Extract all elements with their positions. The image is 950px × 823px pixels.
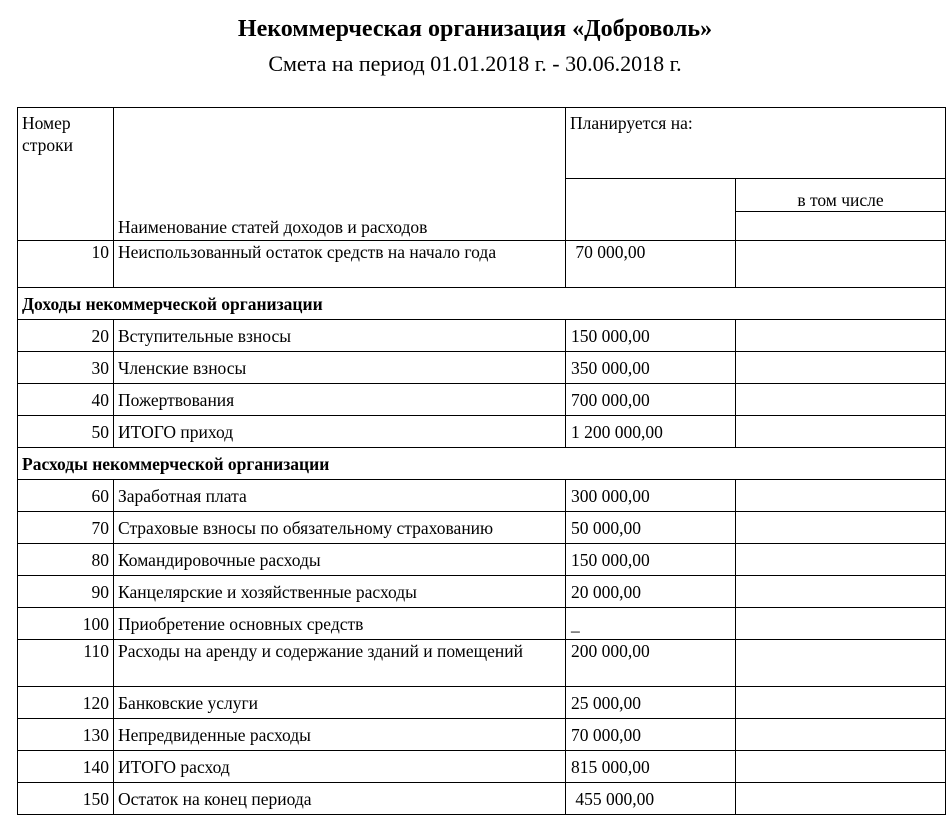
row-including	[736, 544, 946, 576]
row-including	[736, 719, 946, 751]
row-value: _	[566, 608, 736, 640]
row-number: 60	[18, 480, 114, 512]
table-row	[18, 352, 946, 384]
row-including	[736, 320, 946, 352]
row-name: ИТОГО расход	[114, 751, 566, 783]
row-name: Остаток на конец периода	[114, 783, 566, 815]
row-number: 40	[18, 384, 114, 416]
row-value: 815 000,00	[566, 751, 736, 783]
row-number: 100	[18, 608, 114, 640]
table-row	[18, 719, 946, 751]
row-value: 700 000,00	[566, 384, 736, 416]
header-including-detail	[736, 212, 946, 241]
table-row	[18, 320, 946, 352]
row-number: 90	[18, 576, 114, 608]
header-item-name: Наименование статей доходов и расходов	[114, 108, 566, 241]
row-number: 140	[18, 751, 114, 783]
row-name: Командировочные расходы	[114, 544, 566, 576]
row-name: Заработная плата	[114, 480, 566, 512]
row-value: 20 000,00	[566, 576, 736, 608]
row-value: 70 000,00	[566, 719, 736, 751]
table-row	[18, 783, 946, 815]
row-including	[736, 384, 946, 416]
row-number: 50	[18, 416, 114, 448]
row-number: 10	[18, 241, 114, 288]
row-including	[736, 576, 946, 608]
row-name: Расходы на аренду и содержание зданий и помещений	[114, 640, 566, 687]
row-value: 200 000,00	[566, 640, 736, 687]
row-value: 70 000,00	[566, 241, 736, 288]
row-including	[736, 416, 946, 448]
table-row	[18, 751, 946, 783]
row-number: 130	[18, 719, 114, 751]
row-value: 455 000,00	[566, 783, 736, 815]
table-row	[18, 608, 946, 640]
section-title: Расходы некоммерческой организации	[18, 448, 946, 480]
row-number: 70	[18, 512, 114, 544]
row-including	[736, 241, 946, 288]
row-number: 30	[18, 352, 114, 384]
row-number: 80	[18, 544, 114, 576]
row-including	[736, 640, 946, 687]
header-planned-total	[566, 179, 736, 241]
table-row	[18, 576, 946, 608]
row-name: ИТОГО приход	[114, 416, 566, 448]
row-value: 350 000,00	[566, 352, 736, 384]
row-name: Непредвиденные расходы	[114, 719, 566, 751]
row-including	[736, 783, 946, 815]
table-row	[18, 512, 946, 544]
table-row	[18, 544, 946, 576]
row-name: Канцелярские и хозяйственные расходы	[114, 576, 566, 608]
table-row	[18, 480, 946, 512]
row-value: 25 000,00	[566, 687, 736, 719]
row-number: 20	[18, 320, 114, 352]
row-name: Неиспользованный остаток средств на начало года	[114, 241, 566, 288]
row-name: Вступительные взносы	[114, 320, 566, 352]
row-including	[736, 751, 946, 783]
header-row-number: Номер строки	[18, 108, 114, 241]
row-value: 1 200 000,00	[566, 416, 736, 448]
row-including	[736, 687, 946, 719]
row-including	[736, 608, 946, 640]
table-row	[18, 241, 946, 288]
budget-table	[17, 107, 946, 815]
row-number: 110	[18, 640, 114, 687]
row-value: 150 000,00	[566, 320, 736, 352]
row-name: Страховые взносы по обязательному страхованию	[114, 512, 566, 544]
row-including	[736, 480, 946, 512]
document-title: Некоммерческая организация «Доброволь»	[237, 16, 713, 42]
table-row	[18, 384, 946, 416]
header-planned: Планируется на:	[566, 108, 946, 179]
row-name: Банковские услуги	[114, 687, 566, 719]
section-title: Доходы некоммерческой организации	[18, 288, 946, 320]
section-header-expense	[18, 448, 946, 480]
row-value: 300 000,00	[566, 480, 736, 512]
row-including	[736, 352, 946, 384]
header-including: в том числе	[736, 179, 946, 212]
row-including	[736, 512, 946, 544]
table-row	[18, 687, 946, 719]
row-value: 50 000,00	[566, 512, 736, 544]
row-name: Членские взносы	[114, 352, 566, 384]
row-number: 120	[18, 687, 114, 719]
row-name: Приобретение основных средств	[114, 608, 566, 640]
row-name: Пожертвования	[114, 384, 566, 416]
table-row	[18, 640, 946, 687]
row-number: 150	[18, 783, 114, 815]
row-value: 150 000,00	[566, 544, 736, 576]
section-header-income	[18, 288, 946, 320]
document-subtitle: Смета на период 01.01.2018 г. - 30.06.2018 г.	[268, 51, 682, 76]
table-row	[18, 416, 946, 448]
